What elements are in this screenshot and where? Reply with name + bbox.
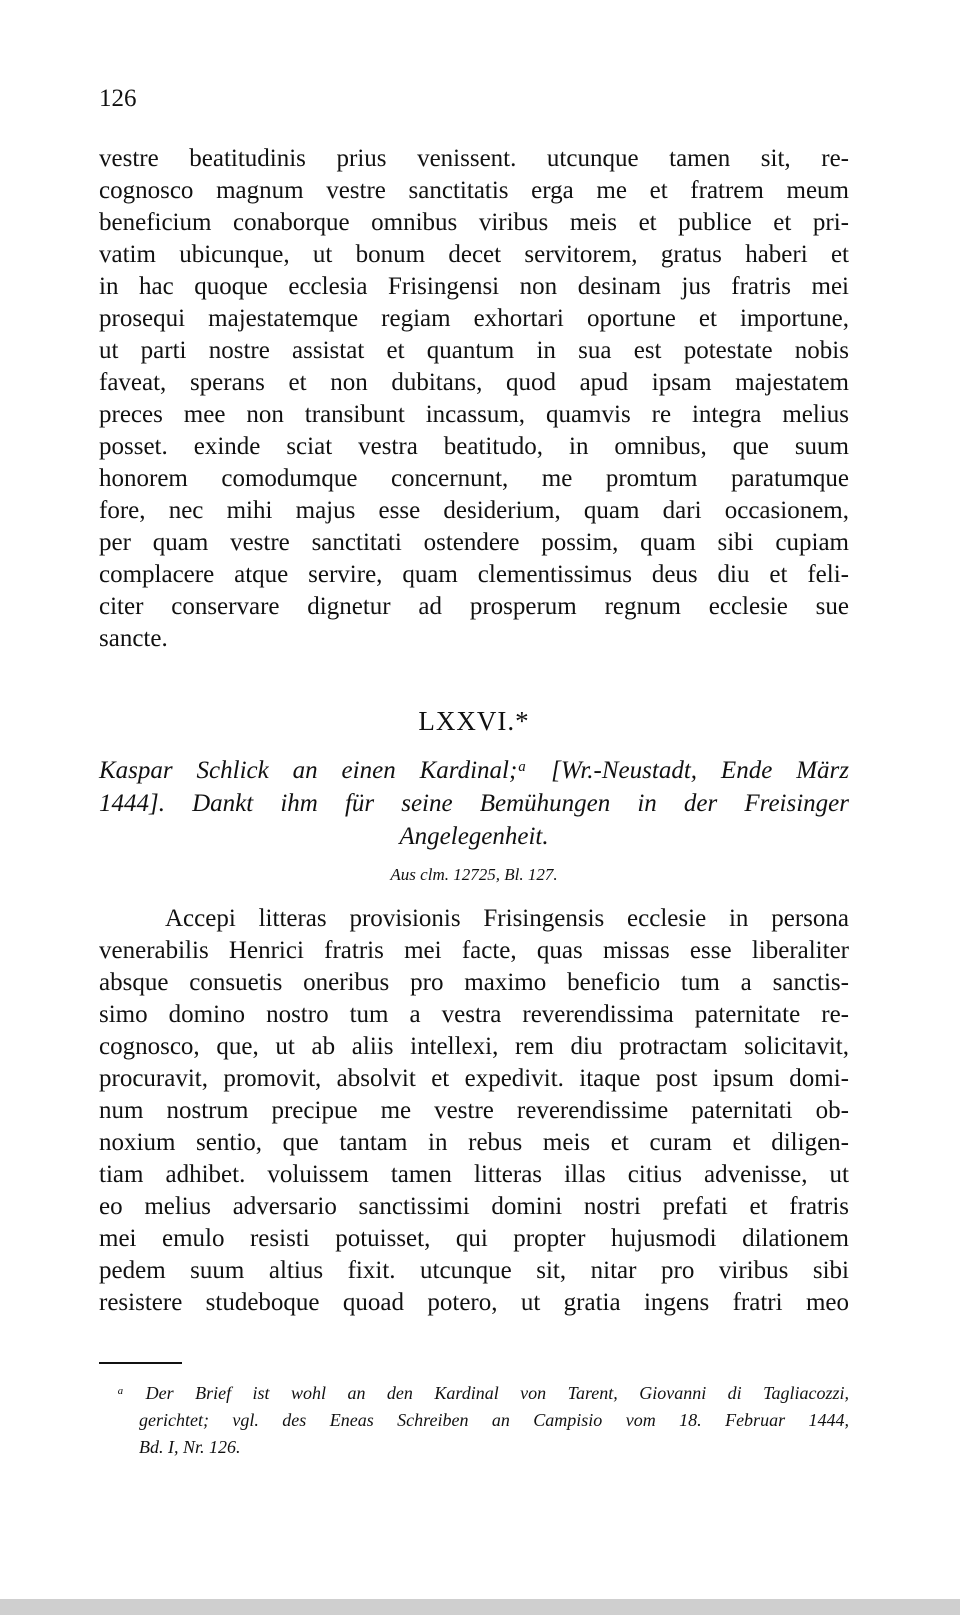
text-line: posset. exinde sciat vestra beatitudo, in omnibus, que suum [99,433,849,460]
text-line: venerabilis Henrici fratris mei facte, quas missas esse liberaliter [99,937,849,964]
text-line: resistere studeboque quoad potero, ut gratia ingens fratri meo [99,1289,849,1316]
text-line: beneficium conaborque omnibus viribus meis et publice et pri- [99,209,849,236]
text-line: faveat, sperans et non dubitans, quod apud ipsam majestatem [99,369,849,396]
source-note: Aus clm. 12725, Bl. 127. [390,865,558,884]
letter-body [99,903,849,1319]
continuation-paragraph [99,143,849,655]
text-line: eo melius adversario sanctissimi domini nostri prefati et fratris [99,1193,849,1220]
text-line: vestre beatitudinis prius venissent. utcunque tamen sit, re- [99,145,849,172]
letter-heading: LXXVI.* [418,706,530,736]
page-number: 126 [99,85,137,112]
text-line: tiam adhibet. voluissem tamen litteras illas citius advenisse, ut [99,1161,849,1188]
text-line: num nostrum precipue me vestre reverendissime paternitati ob- [99,1097,849,1124]
text-line: absque consuetis oneribus pro maximo beneficio tum a sanctis- [99,969,849,996]
footnote-line: ᵃ Der Brief ist wohl an den Kardinal von Tarent, Giovanni di Tagliacozzi, [117,1383,849,1403]
text-line: pedem suum altius fixit. utcunque sit, nitar pro viribus sibi [99,1257,849,1284]
regest-line: Angelegenheit. [399,823,549,850]
text-line: citer conservare dignetur ad prosperum regnum ecclesie sue [99,593,849,620]
text-line: honorem comodumque concernunt, me promtum paratumque [99,465,849,492]
text-line: procuravit, promovit, absolvit et expedivit. itaque post ipsum domi- [99,1065,849,1092]
regest-line: 1444]. Dankt ihm für seine Bemühungen in der Freisinger [99,790,849,817]
text-line: in hac quoque ecclesia Frisingensi non desinam jus fratris mei [99,273,849,300]
footnote-line: Bd. I, Nr. 126. [139,1437,241,1457]
text-line: per quam vestre sanctitati ostendere possim, quam sibi cupiam [99,529,849,556]
text-line: prosequi majestatemque regiam exhortari oportune et importune, [99,305,849,332]
text-line: mei emulo resisti potuisset, qui propter hujusmodi dilationem [99,1225,849,1252]
footnote-divider [99,1362,182,1364]
text-line: cognosco magnum vestre sanctitatis erga me et fratrem meum [99,177,849,204]
text-line: cognosco, que, ut ab aliis intellexi, rem diu protractam solicitavit, [99,1033,849,1060]
letter-regest [99,754,849,853]
text-line: preces mee non transibunt incassum, quamvis re integra melius [99,401,849,428]
text-line: sancte. [99,625,168,652]
text-line: Accepi litteras provisionis Frisingensis ecclesie in persona [165,905,849,932]
footnote [117,1380,849,1461]
regest-line: Kaspar Schlick an einen Kardinal;ᵃ [Wr.-Neustadt, Ende März [99,757,849,784]
text-line: vatim ubicunque, ut bonum decet servitorem, gratus haberi et [99,241,849,268]
text-line: complacere atque servire, quam clementissimus deus diu et feli- [99,561,849,588]
text-line: noxium sentio, que tantam in rebus meis et curam et diligen- [99,1129,849,1156]
footnote-line: gerichtet; vgl. des Eneas Schreiben an Campisio vom 18. Februar 1444, [139,1410,849,1430]
text-line: ut parti nostre assistat et quantum in sua est potestate nobis [99,337,849,364]
text-line: fore, nec mihi majus esse desiderium, quam dari occasionem, [99,497,849,524]
scan-edge [0,1599,960,1615]
text-line: simo domino nostro tum a vestra reverendissima paternitate re- [99,1001,849,1028]
